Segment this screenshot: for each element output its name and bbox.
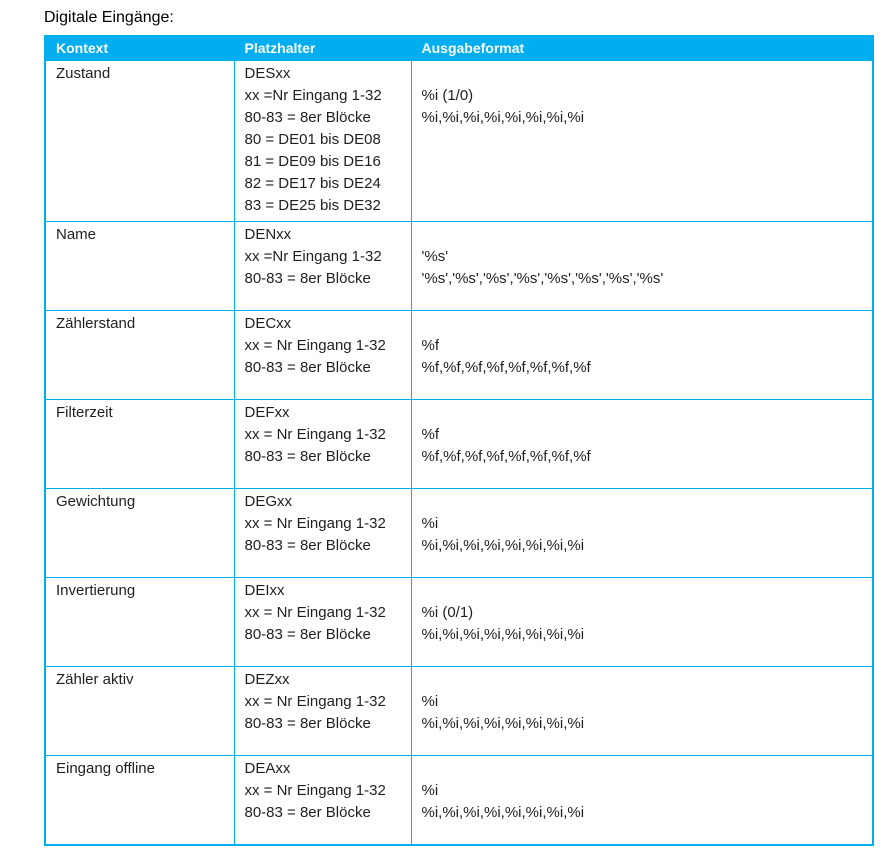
cell-line: xx =Nr Eingang 1-32 [244, 248, 382, 265]
cell-kontext [45, 400, 234, 489]
table-row [45, 578, 873, 667]
cell-line: xx = Nr Eingang 1-32 [244, 515, 386, 532]
cell-kontext [45, 756, 234, 846]
table-row [45, 756, 873, 846]
cell-line: 80 = DE01 bis DE08 [244, 131, 381, 148]
cell-line [422, 758, 865, 780]
table-body [45, 61, 873, 846]
cell-line: 82 = DE17 bis DE24 [244, 175, 381, 192]
cell-line: Invertierung [56, 582, 136, 599]
cell-line: '%s' [421, 248, 449, 265]
table-row [45, 400, 873, 489]
cell-line: 80-83 = 8er Blöcke [244, 715, 371, 732]
cell-line: Name [56, 226, 97, 243]
cell-ausgabeformat [411, 61, 873, 222]
cell-line: %f [421, 337, 440, 354]
cell-ausgabeformat [411, 489, 873, 578]
cell-line: xx = Nr Eingang 1-32 [244, 604, 386, 621]
table-row [45, 489, 873, 578]
cell-platzhalter [234, 489, 411, 578]
cell-line [422, 491, 865, 513]
cell-platzhalter [234, 400, 411, 489]
cell-kontext [45, 61, 234, 222]
cell-line: xx = Nr Eingang 1-32 [244, 693, 386, 710]
cell-platzhalter [234, 667, 411, 756]
cell-line: 80-83 = 8er Blöcke [244, 359, 371, 376]
cell-ausgabeformat [411, 222, 873, 311]
cell-line [422, 224, 865, 246]
cell-platzhalter [234, 61, 411, 222]
header-cell-kontext: Kontext [45, 36, 234, 61]
cell-line [422, 402, 865, 424]
table-row [45, 222, 873, 311]
cell-line: DEIxx [244, 582, 285, 599]
cell-line: %i,%i,%i,%i,%i,%i,%i,%i [421, 626, 585, 643]
cell-line: DEZxx [244, 671, 290, 688]
cell-kontext [45, 578, 234, 667]
cell-line [422, 580, 865, 602]
cell-platzhalter [234, 578, 411, 667]
cell-line: %i,%i,%i,%i,%i,%i,%i,%i [421, 804, 585, 821]
cell-line: xx = Nr Eingang 1-32 [244, 426, 386, 443]
cell-line: Zählerstand [56, 315, 136, 332]
cell-line: DESxx [244, 65, 291, 82]
cell-line: 80-83 = 8er Blöcke [244, 270, 371, 287]
cell-line: %i [421, 515, 439, 532]
table-row [45, 311, 873, 400]
cell-line: Eingang offline [56, 760, 155, 777]
cell-line: 81 = DE09 bis DE16 [244, 153, 381, 170]
cell-line: %i (0/1) [421, 604, 474, 621]
cell-platzhalter [234, 756, 411, 846]
cell-line: DEGxx [244, 493, 293, 510]
digital-inputs-table [44, 35, 874, 846]
table-header-row [45, 36, 873, 61]
cell-line: xx = Nr Eingang 1-32 [244, 337, 386, 354]
cell-line: %i,%i,%i,%i,%i,%i,%i,%i [421, 109, 585, 126]
cell-ausgabeformat [411, 756, 873, 846]
cell-line [422, 63, 865, 85]
cell-line: 80-83 = 8er Blöcke [244, 448, 371, 465]
cell-line: 83 = DE25 bis DE32 [244, 197, 381, 214]
cell-ausgabeformat [411, 400, 873, 489]
cell-kontext [45, 311, 234, 400]
cell-line: %i,%i,%i,%i,%i,%i,%i,%i [421, 537, 585, 554]
cell-line: 80-83 = 8er Blöcke [244, 626, 371, 643]
cell-line: DECxx [244, 315, 292, 332]
cell-ausgabeformat [411, 667, 873, 756]
cell-line: %i (1/0) [421, 87, 474, 104]
cell-line: Zustand [56, 65, 111, 82]
cell-line: DENxx [244, 226, 292, 243]
header-cell-ausgabeformat: Ausgabeformat [411, 36, 873, 61]
cell-line: 80-83 = 8er Blöcke [244, 804, 371, 821]
cell-platzhalter [234, 311, 411, 400]
table-row [45, 61, 873, 222]
cell-line: Zähler aktiv [56, 671, 134, 688]
cell-line: %i,%i,%i,%i,%i,%i,%i,%i [421, 715, 585, 732]
cell-line: xx =Nr Eingang 1-32 [244, 87, 382, 104]
cell-line: %f,%f,%f,%f,%f,%f,%f,%f [421, 448, 591, 465]
cell-platzhalter [234, 222, 411, 311]
cell-line [422, 669, 865, 691]
page-title: Digitale Eingänge: [44, 9, 174, 26]
cell-line: %f [421, 426, 440, 443]
cell-line: '%s','%s','%s','%s','%s','%s','%s','%s' [421, 270, 664, 287]
cell-line: DEFxx [244, 404, 290, 421]
cell-line: 80-83 = 8er Blöcke [244, 109, 371, 126]
cell-ausgabeformat [411, 311, 873, 400]
cell-line: 80-83 = 8er Blöcke [244, 537, 371, 554]
cell-line: %f,%f,%f,%f,%f,%f,%f,%f [421, 359, 591, 376]
cell-kontext [45, 489, 234, 578]
cell-line: %i [421, 782, 439, 799]
cell-line [422, 313, 865, 335]
cell-kontext [45, 667, 234, 756]
cell-line: Filterzeit [56, 404, 113, 421]
header-cell-platzhalter: Platzhalter [234, 36, 411, 61]
cell-kontext [45, 222, 234, 311]
cell-line: DEAxx [244, 760, 291, 777]
cell-line: xx = Nr Eingang 1-32 [244, 782, 386, 799]
cell-line: Gewichtung [56, 493, 136, 510]
table-row [45, 667, 873, 756]
cell-ausgabeformat [411, 578, 873, 667]
cell-line: %i [421, 693, 439, 710]
